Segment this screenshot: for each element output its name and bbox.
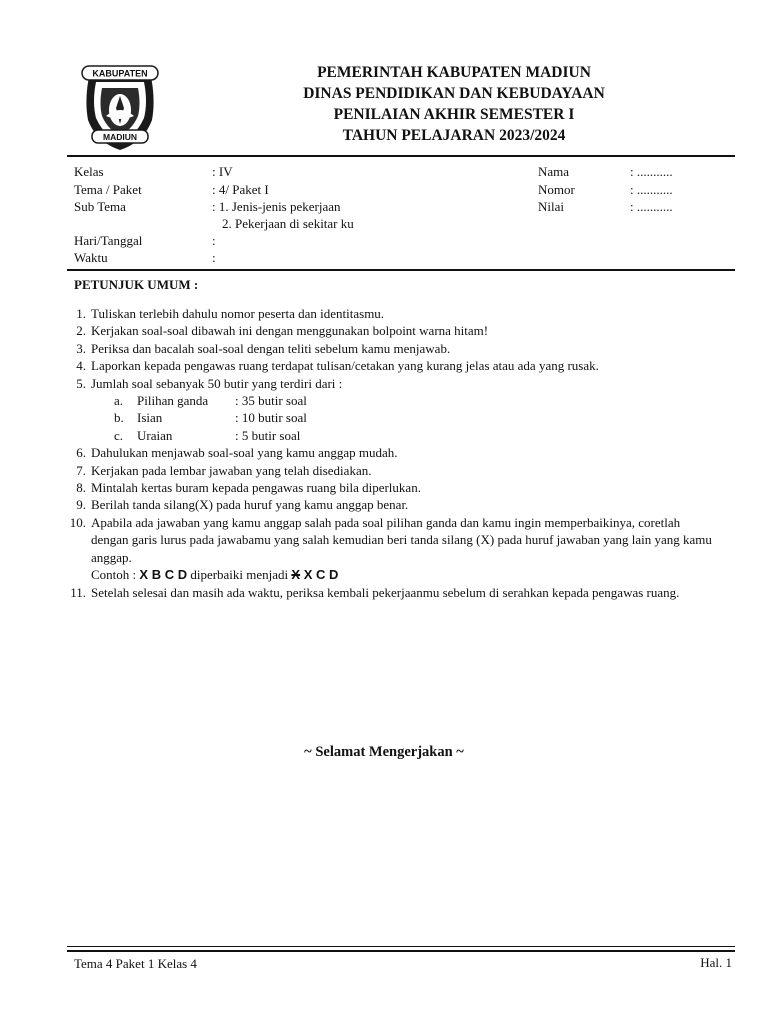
document-header (170, 62, 738, 146)
identity-label-kelas: Kelas (74, 164, 104, 179)
identity-value-kelas: : IV (212, 164, 233, 179)
correction-example: Contoh : X B C D diperbaiki menjadi X X C D (91, 567, 339, 583)
sub-item-uraian: c. Uraian : 5 butir soal (114, 427, 301, 443)
instructions-list (68, 305, 718, 601)
identity-value-tema: : 4/ Paket I (212, 182, 269, 197)
struck-answer: X (291, 567, 301, 583)
footer-divider-bottom (67, 950, 735, 952)
header-line-3: PENILAIAN AKHIR SEMESTER I (333, 106, 575, 123)
list-item: 11. Setelah selesai dan masih ada waktu, periksa kembali pekerjaanmu sebelum di serahkan kepada pengawas ruang. (70, 584, 680, 600)
logo-bottom-text: MADIUN (103, 132, 137, 142)
sub-item-pilihan-ganda: a. Pilihan ganda : 35 butir soal (114, 393, 307, 409)
page-number: Hal. 1 (700, 955, 732, 970)
list-item: 1. Tuliskan terlebih dahulu nomor peserta dan identitasmu. (76, 306, 385, 321)
header-line-4: TAHUN PELAJARAN 2023/2024 (342, 127, 566, 144)
list-item: 6. Dahulukan menjawab soal-soal yang kamu anggap mudah. (76, 445, 398, 461)
identity-value-nama: : ........... (630, 164, 673, 179)
instructions-title: PETUNJUK UMUM : (74, 277, 199, 292)
identity-value-nomor: : ........... (630, 182, 673, 197)
closing-message: ~ Selamat Mengerjakan ~ (304, 744, 464, 760)
header-divider (67, 155, 735, 157)
logo-top-text: KABUPATEN (92, 68, 148, 79)
identity-value-waktu: : (212, 250, 216, 265)
list-item: 8. Mintalah kertas buram kepada pengawas ruang bila diperlukan. (76, 480, 421, 496)
identity-label-tema: Tema / Paket (74, 182, 142, 197)
identity-label-subtema: Sub Tema (74, 199, 126, 214)
identity-label-nilai: Nilai (538, 199, 564, 214)
sub-item-isian: b. Isian : 10 butir soal (114, 410, 307, 426)
header-line-2: DINAS PENDIDIKAN DAN KEBUDAYAAN (303, 85, 605, 102)
identity-value-hari: : (212, 233, 216, 248)
question-breakdown (91, 392, 718, 444)
footer-divider-top (67, 946, 735, 947)
identity-divider (67, 269, 735, 271)
list-item: 4. Laporkan kepada pengawas ruang terdapat tulisan/cetakan yang kurang jelas atau ada yang rusak. (76, 358, 599, 374)
list-item: 3. Periksa dan bacalah soal-soal dengan teliti sebelum kamu menjawab. (76, 340, 451, 356)
list-item: 2. Kerjakan soal-soal dibawah ini dengan menggunakan bolpoint warna hitam! (76, 323, 489, 339)
identity-value-nilai: : ........... (630, 199, 673, 214)
footer-left-text: Tema 4 Paket 1 Kelas 4 (74, 956, 197, 971)
header-line-1: PEMERINTAH KABUPATEN MADIUN (317, 64, 591, 81)
list-item: 7. Kerjakan pada lembar jawaban yang telah disediakan. (76, 462, 372, 478)
identity-label-hari: Hari/Tanggal (74, 233, 143, 248)
identity-label-nama: Nama (538, 164, 570, 179)
identity-value-subtema-1: : 1. Jenis-jenis pekerjaan (212, 199, 341, 214)
list-item: 5. Jumlah soal sebanyak 50 butir yang terdiri dari : a. Pilihan ganda : 35 butir soal b. Isian : 10 butir soal c. Uraian : 5 butir soal (68, 375, 718, 445)
identity-value-subtema-2: 2. Pekerjaan di sekitar ku (222, 216, 354, 231)
identity-label-nomor: Nomor (538, 182, 575, 197)
list-item: 10. Apabila ada jawaban yang kamu anggap salah pada soal pilihan ganda dan kamu ingin memperbaikinya, coretlah dengan garis lurus pada jawabamu yang salah kemudian beri tanda silang (X) pada huruf jawaban yang lain yang kamu anggap. Contoh : X B C D diperbaiki menjadi X X C D (68, 514, 718, 584)
kabupaten-madiun-emblem (72, 58, 168, 154)
list-item: 9. Berilah tanda silang(X) pada huruf yang kamu anggap benar. (76, 497, 409, 513)
identity-label-waktu: Waktu (74, 250, 108, 265)
